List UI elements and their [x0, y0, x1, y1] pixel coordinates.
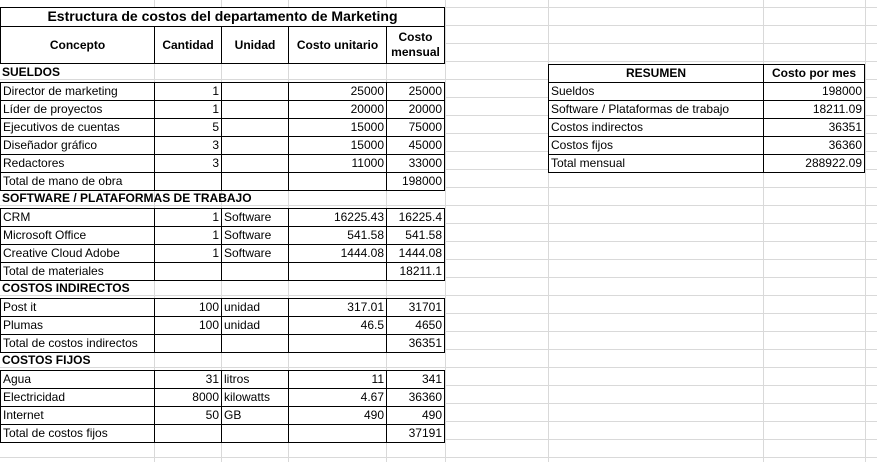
resumen-label[interactable]: Sueldos	[548, 82, 764, 101]
row-unidad[interactable]	[221, 118, 289, 137]
row-costo-unitario[interactable]: 1444.08	[288, 244, 387, 263]
row-unidad[interactable]: unidad	[221, 298, 289, 317]
row-concepto[interactable]: Internet	[0, 406, 155, 425]
row-costo-mensual[interactable]: 541.58	[386, 226, 445, 245]
resumen-value[interactable]: 18211.09	[763, 100, 865, 119]
row-costo-unitario[interactable]: 4.67	[288, 388, 387, 407]
header-costo-mensual-line2: mensual	[391, 45, 440, 59]
resumen-value[interactable]: 288922.09	[763, 154, 865, 173]
row-costo-mensual[interactable]: 33000	[386, 154, 445, 173]
row-costo-mensual[interactable]: 490	[386, 406, 445, 425]
total-value[interactable]: 18211.1	[386, 262, 445, 281]
row-concepto[interactable]: Electricidad	[0, 388, 155, 407]
section-header: SOFTWARE / PLATAFORMAS DE TRABAJO	[2, 191, 252, 205]
resumen-value[interactable]: 36351	[763, 118, 865, 137]
row-unidad[interactable]	[221, 82, 289, 101]
row-costo-mensual[interactable]: 75000	[386, 118, 445, 137]
header-cantidad[interactable]: Cantidad	[154, 26, 222, 64]
total-label[interactable]: Total de materiales	[0, 262, 155, 281]
row-unidad[interactable]: GB	[221, 406, 289, 425]
row-cantidad[interactable]: 31	[154, 370, 222, 389]
total-empty-costo-unitario[interactable]	[288, 334, 387, 353]
resumen-label[interactable]: Total mensual	[548, 154, 764, 173]
row-costo-unitario[interactable]: 25000	[288, 82, 387, 101]
row-concepto[interactable]: Plumas	[0, 316, 155, 335]
total-value[interactable]: 36351	[386, 334, 445, 353]
row-concepto[interactable]: Diseñador gráfico	[0, 136, 155, 155]
row-unidad[interactable]: Software	[221, 244, 289, 263]
row-concepto[interactable]: Agua	[0, 370, 155, 389]
row-unidad[interactable]: kilowatts	[221, 388, 289, 407]
row-unidad[interactable]: Software	[221, 208, 289, 227]
total-empty-costo-unitario[interactable]	[288, 172, 387, 191]
row-unidad[interactable]: Software	[221, 226, 289, 245]
section-header: COSTOS INDIRECTOS	[2, 281, 130, 295]
row-costo-unitario[interactable]: 317.01	[288, 298, 387, 317]
row-concepto[interactable]: Redactores	[0, 154, 155, 173]
row-costo-mensual[interactable]: 341	[386, 370, 445, 389]
total-empty-cantidad[interactable]	[154, 334, 222, 353]
row-unidad[interactable]: unidad	[221, 316, 289, 335]
total-empty-unidad[interactable]	[221, 172, 289, 191]
resumen-value[interactable]: 36360	[763, 136, 865, 155]
resumen-label[interactable]: Costos indirectos	[548, 118, 764, 137]
row-costo-mensual[interactable]: 20000	[386, 100, 445, 119]
total-empty-costo-unitario[interactable]	[288, 262, 387, 281]
row-cantidad[interactable]: 5	[154, 118, 222, 137]
resumen-label[interactable]: Costos fijos	[548, 136, 764, 155]
row-cantidad[interactable]: 1	[154, 226, 222, 245]
row-costo-mensual[interactable]: 4650	[386, 316, 445, 335]
total-empty-unidad[interactable]	[221, 424, 289, 443]
row-concepto[interactable]: Ejecutivos de cuentas	[0, 118, 155, 137]
row-cantidad[interactable]: 100	[154, 298, 222, 317]
row-costo-unitario[interactable]: 490	[288, 406, 387, 425]
row-costo-unitario[interactable]: 541.58	[288, 226, 387, 245]
row-concepto[interactable]: Post it	[0, 298, 155, 317]
row-concepto[interactable]: Director de marketing	[0, 82, 155, 101]
row-unidad[interactable]	[221, 154, 289, 173]
section-header: SUELDOS	[2, 65, 61, 79]
row-cantidad[interactable]: 8000	[154, 388, 222, 407]
total-empty-unidad[interactable]	[221, 262, 289, 281]
row-concepto[interactable]: CRM	[0, 208, 155, 227]
total-empty-unidad[interactable]	[221, 334, 289, 353]
total-empty-cantidad[interactable]	[154, 424, 222, 443]
row-cantidad[interactable]: 1	[154, 82, 222, 101]
row-cantidad[interactable]: 3	[154, 136, 222, 155]
row-costo-mensual[interactable]: 16225.4	[386, 208, 445, 227]
row-cantidad[interactable]: 1	[154, 100, 222, 119]
row-costo-mensual[interactable]: 36360	[386, 388, 445, 407]
total-label[interactable]: Total de mano de obra	[0, 172, 155, 191]
header-costo-mensual-line1: Costo	[398, 30, 433, 44]
row-cantidad[interactable]: 100	[154, 316, 222, 335]
total-value[interactable]: 37191	[386, 424, 445, 443]
resumen-label[interactable]: Software / Plataformas de trabajo	[548, 100, 764, 119]
row-costo-unitario[interactable]: 11000	[288, 154, 387, 173]
total-empty-cantidad[interactable]	[154, 172, 222, 191]
total-label[interactable]: Total de costos fijos	[0, 424, 155, 443]
row-cantidad[interactable]: 50	[154, 406, 222, 425]
row-unidad[interactable]	[221, 100, 289, 119]
sheet-title[interactable]: Estructura de costos del departamento de Marketing	[0, 7, 445, 27]
row-costo-unitario[interactable]: 11	[288, 370, 387, 389]
row-costo-mensual[interactable]: 1444.08	[386, 244, 445, 263]
resumen-header-value[interactable]: Costo por mes	[763, 64, 865, 83]
row-concepto[interactable]: Líder de proyectos	[0, 100, 155, 119]
row-concepto[interactable]: Creative Cloud Adobe	[0, 244, 155, 263]
section-header: COSTOS FIJOS	[2, 353, 91, 367]
header-unidad[interactable]: Unidad	[221, 26, 289, 64]
resumen-value[interactable]: 198000	[763, 82, 865, 101]
row-unidad[interactable]: litros	[221, 370, 289, 389]
row-concepto[interactable]: Microsoft Office	[0, 226, 155, 245]
total-label[interactable]: Total de costos indirectos	[0, 334, 155, 353]
row-cantidad[interactable]: 1	[154, 244, 222, 263]
resumen-header[interactable]: RESUMEN	[548, 64, 764, 83]
row-costo-unitario[interactable]: 20000	[288, 100, 387, 119]
total-empty-costo-unitario[interactable]	[288, 424, 387, 443]
header-costo-mensual[interactable]	[386, 26, 445, 64]
row-cantidad[interactable]: 3	[154, 154, 222, 173]
row-costo-unitario[interactable]: 16225.43	[288, 208, 387, 227]
total-value[interactable]: 198000	[386, 172, 445, 191]
header-concepto[interactable]: Concepto	[0, 26, 155, 64]
row-costo-unitario[interactable]: 46.5	[288, 316, 387, 335]
row-costo-mensual[interactable]: 45000	[386, 136, 445, 155]
row-costo-unitario[interactable]: 15000	[288, 136, 387, 155]
header-costo-unitario[interactable]: Costo unitario	[288, 26, 387, 64]
row-costo-unitario[interactable]: 15000	[288, 118, 387, 137]
total-empty-cantidad[interactable]	[154, 262, 222, 281]
row-costo-mensual[interactable]: 31701	[386, 298, 445, 317]
row-costo-mensual[interactable]: 25000	[386, 82, 445, 101]
row-unidad[interactable]	[221, 136, 289, 155]
row-cantidad[interactable]: 1	[154, 208, 222, 227]
